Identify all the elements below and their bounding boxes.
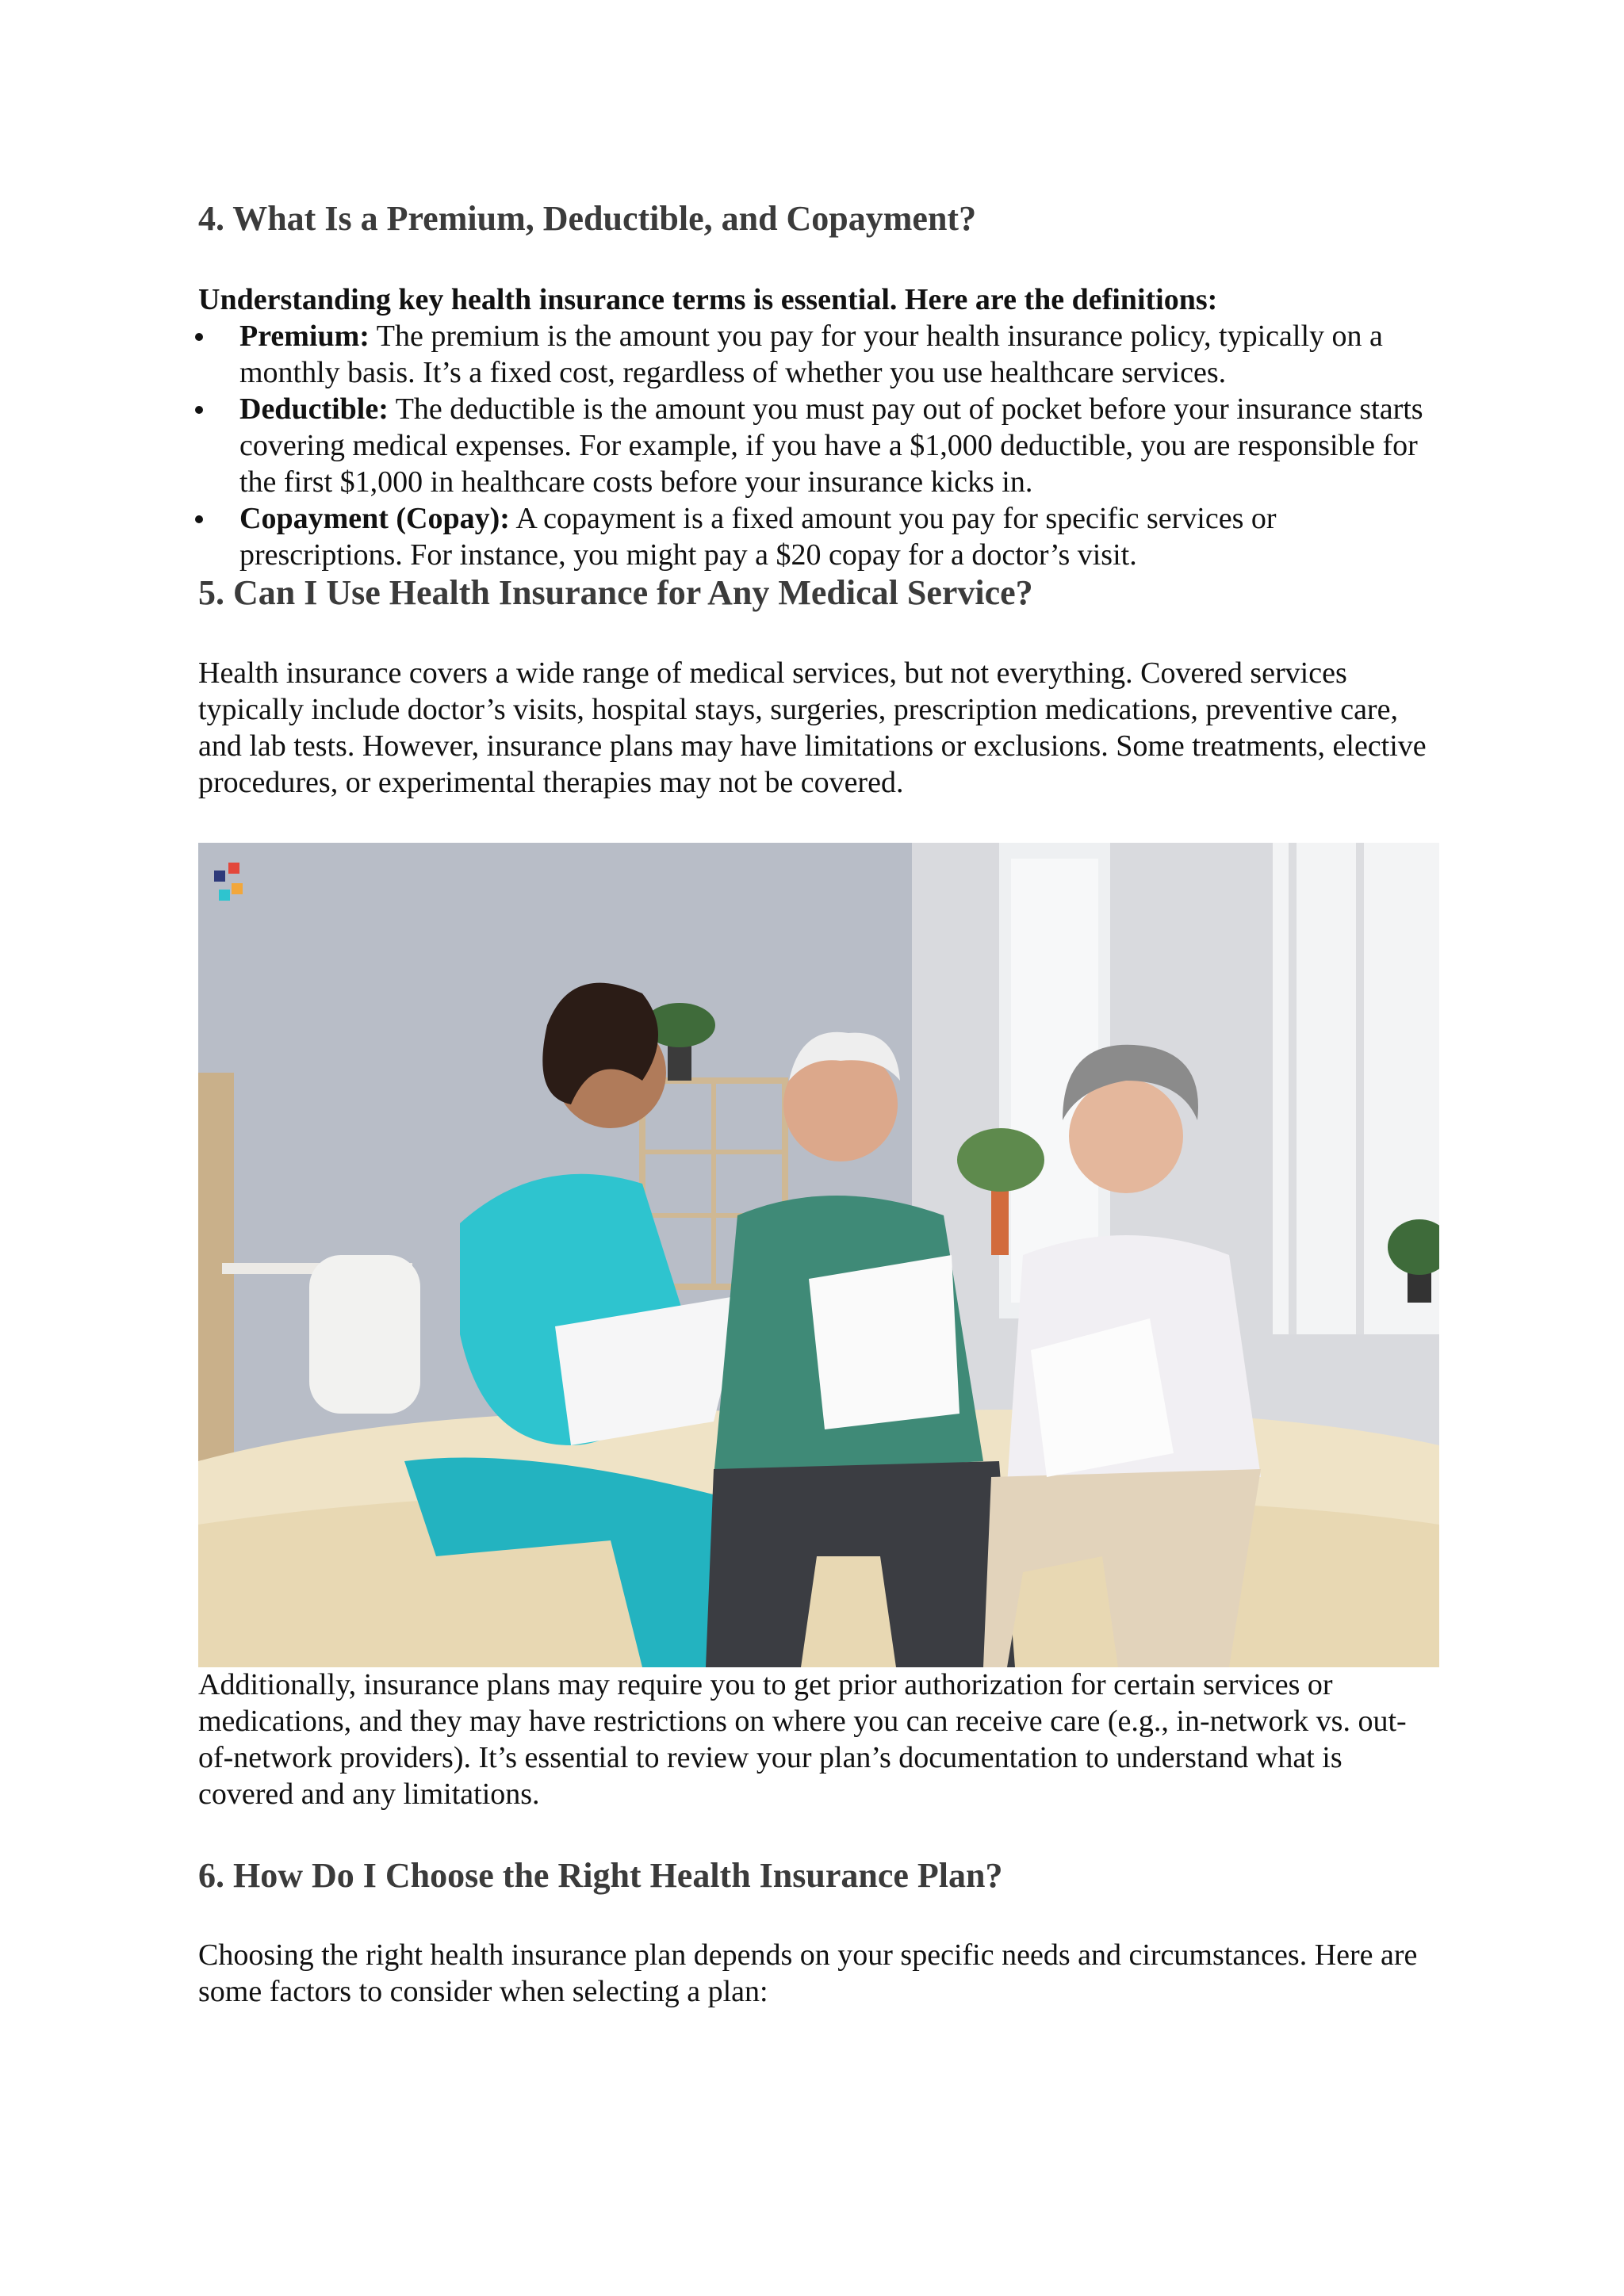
list-item-deductible — [198, 391, 1435, 500]
definitions-list — [198, 318, 1435, 573]
list-item-copayment — [198, 500, 1435, 573]
list-item-premium — [198, 318, 1435, 391]
section-6-paragraph: Choosing the right health insurance plan depends on your specific needs and circumstances. Here are some factors to consider when selecting a plan: — [198, 1938, 1418, 2008]
photo-nurse-with-elderly-couple — [198, 843, 1439, 1667]
section-6-paragraph-wrap — [198, 1937, 1435, 2010]
bullet-icon — [195, 333, 203, 341]
section-5-paragraph-1-wrap — [198, 655, 1435, 801]
section-5-paragraph-2-wrap — [198, 1667, 1435, 1812]
section-5-paragraph-1: Health insurance covers a wide range of medical services, but not everything. Covered services typically include doctor’s visits, hospital stays, surgeries, prescription medications, preventive care, and lab tests. However, insurance plans may have limitations or exclusions. Some treatments, elective procedures, or experimental therapies may not be covered. — [198, 656, 1427, 799]
section-4 — [198, 198, 1435, 240]
definitions-block — [198, 281, 1435, 573]
term-deductible: Deductible: — [239, 392, 389, 426]
section-6 — [198, 1855, 1435, 1897]
term-copayment: Copayment (Copay): — [239, 502, 510, 535]
definitions-intro: Understanding key health insurance terms is essential. Here are the definitions: — [198, 283, 1218, 316]
section-4-heading: 4. What Is a Premium, Deductible, and Copayment? — [198, 199, 977, 238]
definition-premium: The premium is the amount you pay for your health insurance policy, typically on a monthly basis. It’s a fixed cost, regardless of whether you use healthcare services. — [239, 320, 1383, 389]
bullet-icon — [195, 515, 203, 523]
section-5 — [198, 572, 1435, 614]
bullet-icon — [195, 406, 203, 414]
section-6-heading: 6. How Do I Choose the Right Health Insurance Plan? — [198, 1856, 1003, 1895]
term-premium: Premium: — [239, 320, 370, 353]
definition-deductible: The deductible is the amount you must pay out of pocket before your insurance starts covering medical expenses. For example, if you have a $1,000 deductible, you are responsible for the first $1,000 in healthcare costs before your insurance kicks in. — [239, 392, 1423, 499]
section-5-paragraph-2: Additionally, insurance plans may require you to get prior authorization for certain services or medications, and they may have restrictions on where you can receive care (e.g., in-network vs. out-of-network providers). It’s essential to review your plan’s documentation to understand what is covered and any limitations. — [198, 1668, 1407, 1811]
section-5-heading: 5. Can I Use Health Insurance for Any Medical Service? — [198, 573, 1033, 612]
definition-copayment: A copayment is a fixed amount you pay for specific services or prescriptions. For instance, you might pay a $20 copay for a doctor’s visit. — [239, 502, 1277, 572]
